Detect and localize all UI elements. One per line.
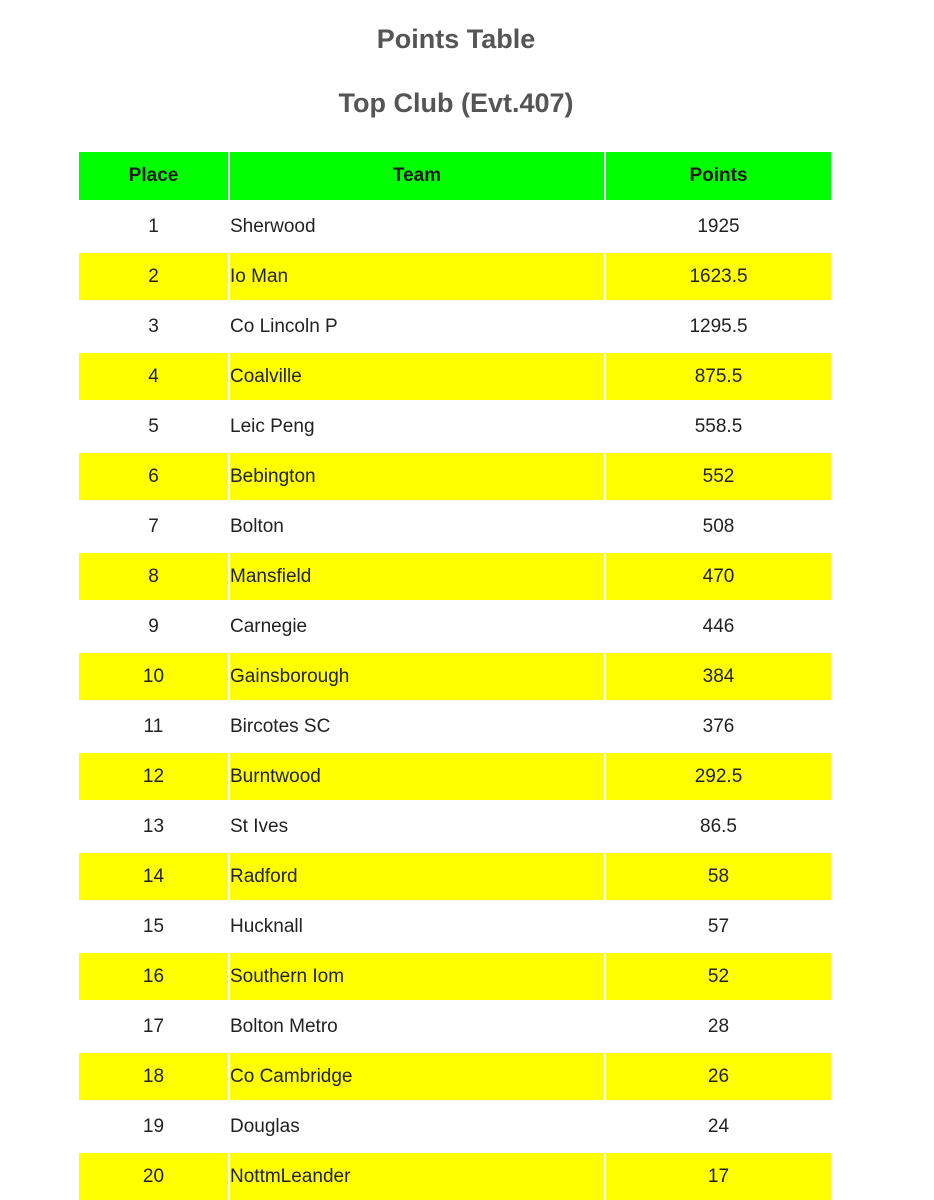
table-row — [79, 1053, 831, 1103]
row-place: 4 — [79, 353, 228, 403]
table-row — [79, 603, 831, 653]
row-team: Co Cambridge — [230, 1053, 604, 1103]
row-team: Mansfield — [230, 553, 604, 603]
row-place: 10 — [79, 653, 228, 703]
row-points: 24 — [606, 1103, 831, 1153]
row-points: 376 — [606, 703, 831, 753]
row-place: 19 — [79, 1103, 228, 1153]
row-place: 9 — [79, 603, 228, 653]
row-team: Burntwood — [230, 753, 604, 803]
row-points: 58 — [606, 853, 831, 903]
table-row — [79, 303, 831, 353]
row-place: 15 — [79, 903, 228, 953]
row-place: 13 — [79, 803, 228, 853]
row-team: Io Man — [230, 253, 604, 303]
row-place: 6 — [79, 453, 228, 503]
row-team: Coalville — [230, 353, 604, 403]
table-row — [79, 403, 831, 453]
table-row — [79, 753, 831, 803]
row-place: 5 — [79, 403, 228, 453]
header-team: Team — [230, 152, 604, 203]
row-team: St Ives — [230, 803, 604, 853]
row-team: Bircotes SC — [230, 703, 604, 753]
row-team: Bolton — [230, 503, 604, 553]
row-team: Co Lincoln P — [230, 303, 604, 353]
row-team: Bolton Metro — [230, 1003, 604, 1053]
row-points: 1295.5 — [606, 303, 831, 353]
row-team: Leic Peng — [230, 403, 604, 453]
table-row — [79, 353, 831, 403]
row-team: Carnegie — [230, 603, 604, 653]
row-points: 52 — [606, 953, 831, 1003]
row-place: 3 — [79, 303, 228, 353]
row-place: 16 — [79, 953, 228, 1003]
table-row — [79, 1003, 831, 1053]
row-place: 18 — [79, 1053, 228, 1103]
row-points: 552 — [606, 453, 831, 503]
row-team: Southern Iom — [230, 953, 604, 1003]
table-row — [79, 853, 831, 903]
row-place: 8 — [79, 553, 228, 603]
table-row — [79, 553, 831, 603]
row-points: 1623.5 — [606, 253, 831, 303]
row-points: 26 — [606, 1053, 831, 1103]
row-points: 1925 — [606, 203, 831, 253]
row-points: 28 — [606, 1003, 831, 1053]
row-place: 14 — [79, 853, 228, 903]
table-row — [79, 253, 831, 303]
row-place: 1 — [79, 203, 228, 253]
table-row — [79, 453, 831, 503]
row-points: 86.5 — [606, 803, 831, 853]
row-points: 384 — [606, 653, 831, 703]
page-subtitle: Top Club (Evt.407) — [338, 88, 574, 118]
row-points: 446 — [606, 603, 831, 653]
row-place: 11 — [79, 703, 228, 753]
row-place: 7 — [79, 503, 228, 553]
row-team: Bebington — [230, 453, 604, 503]
row-points: 558.5 — [606, 403, 831, 453]
header-points: Points — [606, 152, 831, 203]
table-row — [79, 703, 831, 753]
row-place: 17 — [79, 1003, 228, 1053]
header-place: Place — [79, 152, 228, 203]
table-row — [79, 903, 831, 953]
page-title: Points Table — [376, 24, 536, 54]
row-points: 470 — [606, 553, 831, 603]
row-points: 508 — [606, 503, 831, 553]
table-row — [79, 953, 831, 1003]
table-row — [79, 653, 831, 703]
table-row — [79, 503, 831, 553]
row-place: 2 — [79, 253, 228, 303]
table-row — [79, 1103, 831, 1153]
row-place: 12 — [79, 753, 228, 803]
row-team: Radford — [230, 853, 604, 903]
points-table — [77, 152, 833, 1200]
row-points: 875.5 — [606, 353, 831, 403]
row-team: Sherwood — [230, 203, 604, 253]
table-row — [79, 1153, 831, 1200]
row-points: 292.5 — [606, 753, 831, 803]
row-team: Gainsborough — [230, 653, 604, 703]
row-team: NottmLeander — [230, 1153, 604, 1200]
row-points: 57 — [606, 903, 831, 953]
table-row — [79, 803, 831, 853]
row-points: 17 — [606, 1153, 831, 1200]
row-team: Douglas — [230, 1103, 604, 1153]
table-row — [79, 203, 831, 253]
row-team: Hucknall — [230, 903, 604, 953]
row-place: 20 — [79, 1153, 228, 1200]
table-header-row — [79, 152, 831, 203]
